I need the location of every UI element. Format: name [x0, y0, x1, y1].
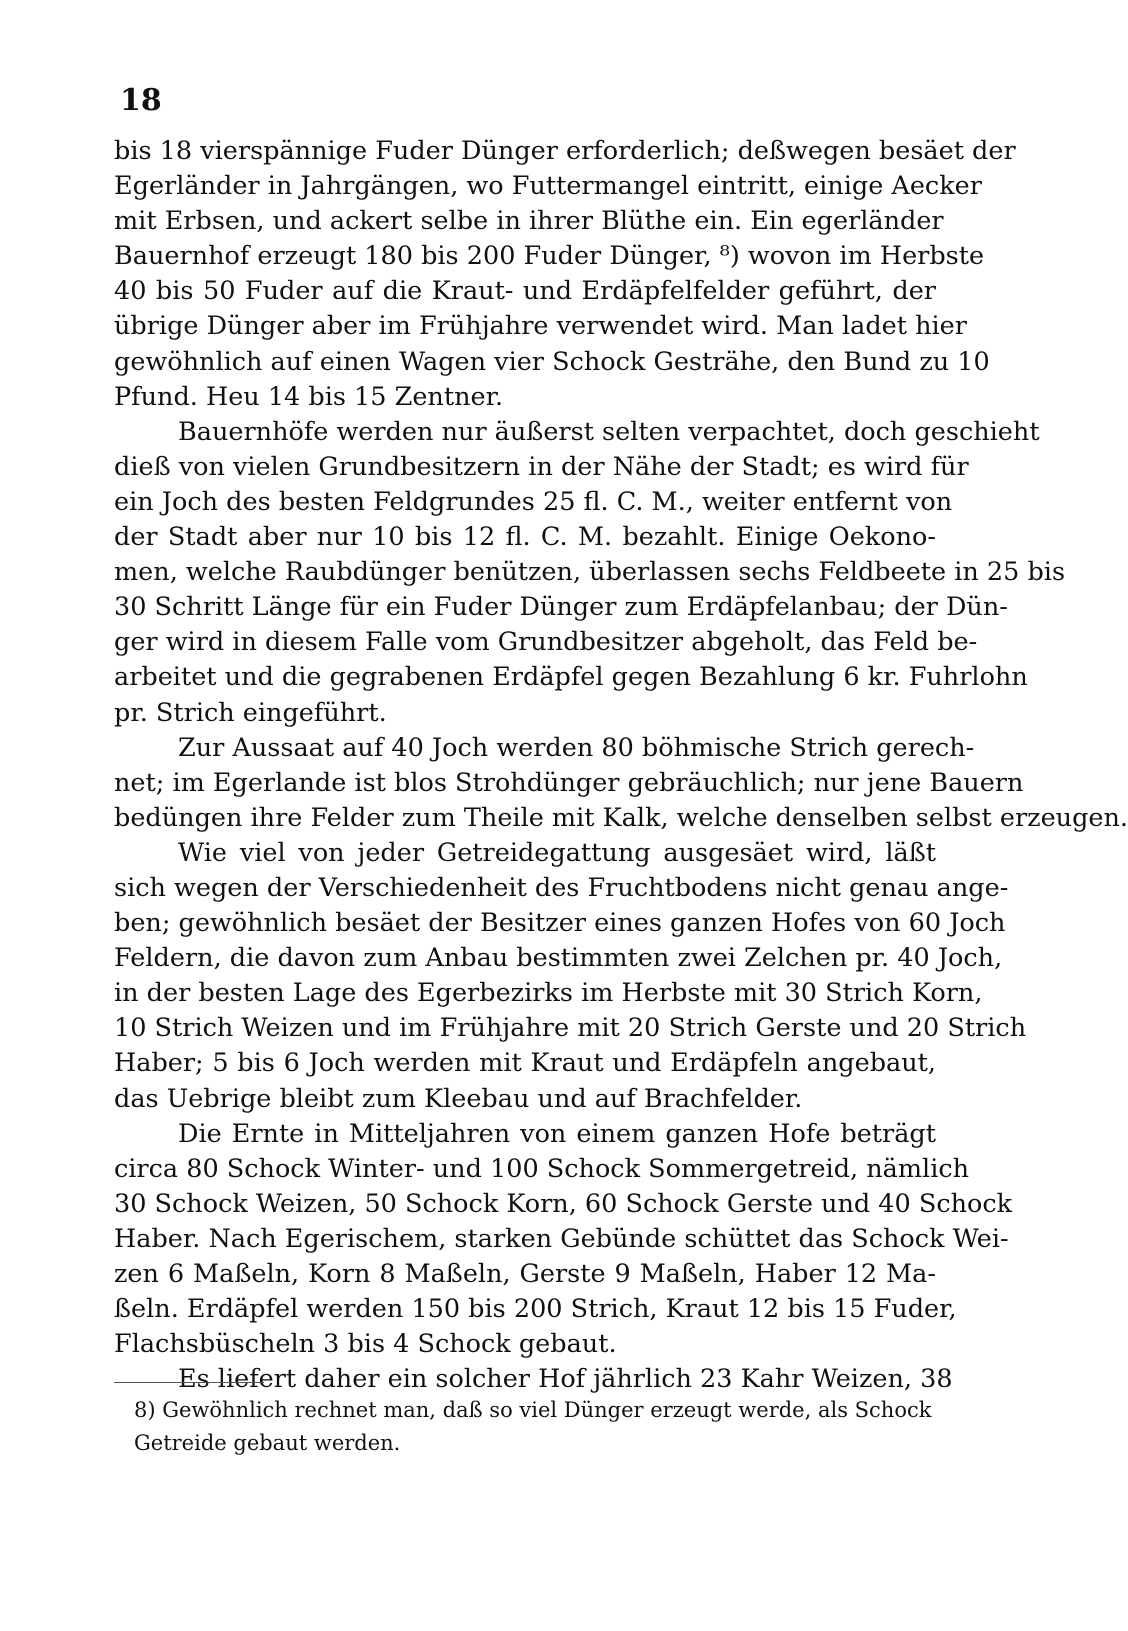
page-number: 18 [120, 83, 162, 118]
text-line: der Stadt aber nur 10 bis 12 fl. C. M. bezahlt. Einige Oekono- [114, 522, 936, 553]
text-line: gewöhnlich auf einen Wagen vier Schock Gesträhe, den Bund zu 10 [114, 346, 990, 377]
text-line: Haber; 5 bis 6 Joch werden mit Kraut und Erdäpfeln angebaut, [114, 1048, 936, 1079]
text-line: Die Ernte in Mitteljahren von einem ganzen Hofe beträgt [178, 1118, 936, 1149]
text-line: in der besten Lage des Egerbezirks im Herbste mit 30 Strich Korn, [114, 978, 983, 1009]
text-line: ßeln. Erdäpfel werden 150 bis 200 Strich, Kraut 12 bis 15 Fuder, [114, 1294, 957, 1325]
footnote-line: Getreide gebaut werden. [134, 1431, 401, 1455]
text-line: circa 80 Schock Winter- und 100 Schock Sommergetreid, nämlich [114, 1153, 970, 1184]
text-line: Bauernhöfe werden nur äußerst selten verpachtet, doch geschieht [178, 416, 1040, 447]
footnote-separator [114, 1382, 264, 1383]
text-line: übrige Dünger aber im Frühjahre verwendet wird. Man ladet hier [114, 311, 967, 342]
text-line: men, welche Raubdünger benützen, überlassen sechs Feldbeete in 25 bis [114, 557, 1066, 588]
text-line: 30 Schritt Länge für ein Fuder Dünger zum Erdäpfelanbau; der Dün- [114, 592, 1008, 623]
text-line: Haber. Nach Egerischem, starken Gebünde schüttet das Schock Wei- [114, 1223, 1009, 1254]
text-line: Feldern, die davon zum Anbau bestimmten zwei Zelchen pr. 40 Joch, [114, 943, 1003, 974]
text-line: bedüngen ihre Felder zum Theile mit Kalk, welche denselben selbst erzeugen. [114, 802, 1128, 833]
text-line: Flachsbüscheln 3 bis 4 Schock gebaut. [114, 1329, 617, 1360]
text-line: arbeitet und die gegrabenen Erdäpfel gegen Bezahlung 6 kr. Fuhrlohn [114, 662, 1028, 693]
text-line: bis 18 vierspännige Fuder Dünger erforderlich; deßwegen besäet der [114, 136, 1016, 166]
text-line: zen 6 Maßeln, Korn 8 Maßeln, Gerste 9 Maßeln, Haber 12 Ma- [114, 1259, 936, 1289]
text-line: ben; gewöhnlich besäet der Besitzer eines ganzen Hofes von 60 Joch [114, 908, 1006, 939]
text-line: Zur Aussaat auf 40 Joch werden 80 böhmische Strich gerech- [178, 732, 975, 763]
text-line: das Uebrige bleibt zum Kleebau und auf Brachfelder. [114, 1083, 803, 1114]
text-line: Pfund. Heu 14 bis 15 Zentner. [114, 381, 504, 412]
text-line: Es liefert daher ein solcher Hof jährlich 23 Kahr Weizen, 38 [178, 1364, 953, 1395]
text-line: mit Erbsen, und ackert selbe in ihrer Blüthe ein. Ein egerländer [114, 206, 944, 237]
footnote-line: 8) Gewöhnlich rechnet man, daß so viel Dünger erzeugt werde, als Schock [134, 1398, 932, 1422]
text-line: 10 Strich Weizen und im Frühjahre mit 20 Strich Gerste und 20 Strich [114, 1013, 1027, 1044]
text-line: 30 Schock Weizen, 50 Schock Korn, 60 Schock Gerste und 40 Schock [114, 1188, 1013, 1219]
text-line: dieß von vielen Grundbesitzern in der Nähe der Stadt; es wird für [114, 451, 969, 482]
text-line: Wie viel von jeder Getreidegattung ausgesäet wird, läßt [178, 837, 936, 868]
text-line: 40 bis 50 Fuder auf die Kraut- und Erdäpfelfelder geführt, der [114, 276, 936, 307]
text-line: Egerländer in Jahrgängen, wo Futtermangel eintritt, einige Aecker [114, 171, 982, 202]
text-line: ger wird in diesem Falle vom Grundbesitzer abgeholt, das Feld be- [114, 627, 978, 658]
text-line: sich wegen der Verschiedenheit des Fruchtbodens nicht genau ange- [114, 872, 1009, 903]
text-line: ein Joch des besten Feldgrundes 25 fl. C. M., weiter entfernt von [114, 486, 953, 517]
text-line: net; im Egerlande ist blos Strohdünger gebräuchlich; nur jene Bauern [114, 767, 1024, 798]
footnote [134, 1394, 934, 1460]
text-line: pr. Strich eingeführt. [114, 697, 387, 728]
text-line: Bauernhof erzeugt 180 bis 200 Fuder Dünger, ⁸) wovon im Herbste [114, 241, 985, 272]
body-text [114, 134, 1128, 1397]
